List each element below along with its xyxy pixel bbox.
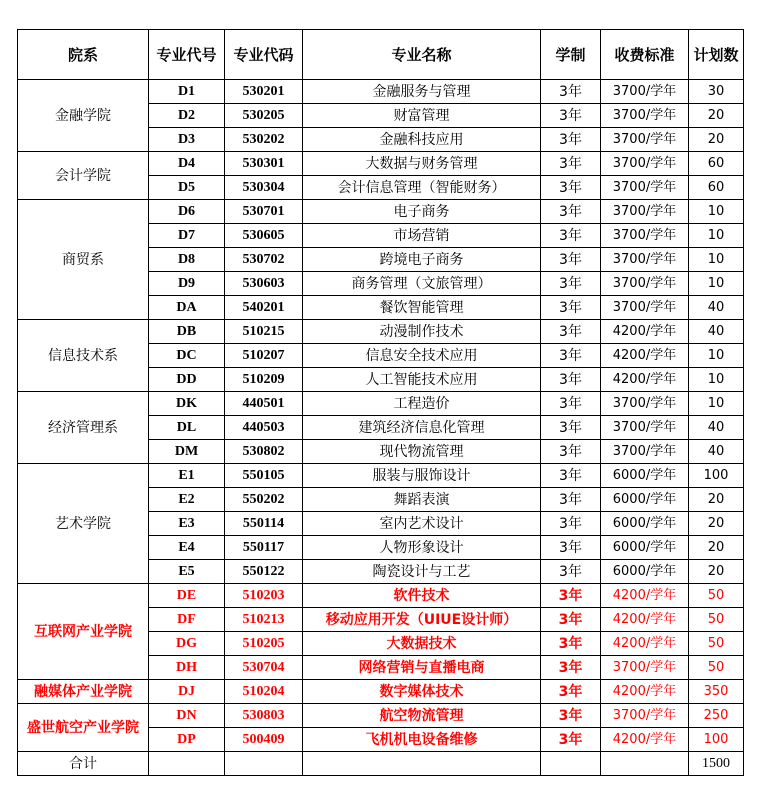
major-code-cell: 530603 (225, 272, 303, 296)
major-code-cell: 530702 (225, 248, 303, 272)
fee-cell: 3700/学年 (601, 224, 689, 248)
fee-cell: 6000/学年 (601, 488, 689, 512)
major-code-cell: 440503 (225, 416, 303, 440)
duration-cell: 3年 (541, 632, 601, 656)
major-name-cell: 飞机机电设备维修 (303, 728, 541, 752)
major-name-cell: 电子商务 (303, 200, 541, 224)
fee-cell: 6000/学年 (601, 512, 689, 536)
plan-cell: 10 (689, 224, 744, 248)
fee-cell: 6000/学年 (601, 464, 689, 488)
plan-cell: 40 (689, 416, 744, 440)
empty-cell (303, 752, 541, 776)
major-code-cell: 510204 (225, 680, 303, 704)
major-name-cell: 网络营销与直播电商 (303, 656, 541, 680)
header-row (18, 30, 744, 80)
enrollment-plan-table (17, 29, 744, 776)
major-code-cell: 530704 (225, 656, 303, 680)
major-code-cell: 530701 (225, 200, 303, 224)
duration-cell: 3年 (541, 344, 601, 368)
fee-cell: 3700/学年 (601, 416, 689, 440)
department-cell: 会计学院 (18, 152, 149, 200)
fee-cell: 3700/学年 (601, 152, 689, 176)
duration-cell: 3年 (541, 464, 601, 488)
fee-cell: 4200/学年 (601, 320, 689, 344)
plan-cell: 100 (689, 464, 744, 488)
fee-cell: 3700/学年 (601, 392, 689, 416)
fee-cell: 6000/学年 (601, 560, 689, 584)
major-code-cell: 530301 (225, 152, 303, 176)
major-id-cell: DJ (149, 680, 225, 704)
duration-cell: 3年 (541, 80, 601, 104)
duration-cell: 3年 (541, 176, 601, 200)
major-id-cell: DN (149, 704, 225, 728)
plan-cell: 50 (689, 656, 744, 680)
major-name-cell: 陶瓷设计与工艺 (303, 560, 541, 584)
duration-cell: 3年 (541, 296, 601, 320)
plan-cell: 350 (689, 680, 744, 704)
empty-cell (541, 752, 601, 776)
duration-cell: 3年 (541, 488, 601, 512)
plan-cell: 10 (689, 272, 744, 296)
major-code-cell: 540201 (225, 296, 303, 320)
major-id-cell: DB (149, 320, 225, 344)
department-cell: 信息技术系 (18, 320, 149, 392)
major-name-cell: 室内艺术设计 (303, 512, 541, 536)
empty-cell (225, 752, 303, 776)
major-id-cell: DM (149, 440, 225, 464)
fee-cell: 3700/学年 (601, 176, 689, 200)
major-id-cell: D6 (149, 200, 225, 224)
major-id-cell: D9 (149, 272, 225, 296)
table-row (18, 584, 744, 608)
duration-cell: 3年 (541, 248, 601, 272)
major-id-cell: D3 (149, 128, 225, 152)
duration-cell: 3年 (541, 320, 601, 344)
duration-cell: 3年 (541, 200, 601, 224)
major-name-cell: 动漫制作技术 (303, 320, 541, 344)
plan-cell: 20 (689, 512, 744, 536)
major-name-cell: 建筑经济信息化管理 (303, 416, 541, 440)
major-id-cell: DD (149, 368, 225, 392)
major-name-cell: 大数据与财务管理 (303, 152, 541, 176)
major-id-cell: D5 (149, 176, 225, 200)
duration-cell: 3年 (541, 560, 601, 584)
table-row (18, 464, 744, 488)
department-cell: 互联网产业学院 (18, 584, 149, 680)
major-id-cell: D4 (149, 152, 225, 176)
duration-cell: 3年 (541, 728, 601, 752)
duration-cell: 3年 (541, 608, 601, 632)
major-name-cell: 软件技术 (303, 584, 541, 608)
major-code-cell: 510203 (225, 584, 303, 608)
fee-cell: 3700/学年 (601, 248, 689, 272)
major-name-cell: 数字媒体技术 (303, 680, 541, 704)
duration-cell: 3年 (541, 128, 601, 152)
fee-cell: 6000/学年 (601, 536, 689, 560)
major-code-cell: 530201 (225, 80, 303, 104)
department-cell: 盛世航空产业学院 (18, 704, 149, 752)
major-id-cell: E4 (149, 536, 225, 560)
major-code-cell: 510209 (225, 368, 303, 392)
plan-cell: 10 (689, 368, 744, 392)
major-id-cell: DK (149, 392, 225, 416)
empty-cell (601, 752, 689, 776)
fee-cell: 4200/学年 (601, 632, 689, 656)
major-code-cell: 530803 (225, 704, 303, 728)
plan-cell: 20 (689, 104, 744, 128)
duration-cell: 3年 (541, 440, 601, 464)
major-id-cell: DL (149, 416, 225, 440)
plan-cell: 50 (689, 584, 744, 608)
duration-cell: 3年 (541, 272, 601, 296)
department-cell: 融媒体产业学院 (18, 680, 149, 704)
table-row (18, 200, 744, 224)
plan-cell: 50 (689, 632, 744, 656)
table-row (18, 392, 744, 416)
major-name-cell: 市场营销 (303, 224, 541, 248)
major-name-cell: 金融科技应用 (303, 128, 541, 152)
major-code-cell: 550117 (225, 536, 303, 560)
major-code-cell: 530605 (225, 224, 303, 248)
fee-cell: 3700/学年 (601, 272, 689, 296)
empty-cell (149, 752, 225, 776)
duration-cell: 3年 (541, 416, 601, 440)
duration-cell: 3年 (541, 392, 601, 416)
plan-cell: 20 (689, 536, 744, 560)
major-name-cell: 大数据技术 (303, 632, 541, 656)
major-id-cell: D8 (149, 248, 225, 272)
major-name-cell: 信息安全技术应用 (303, 344, 541, 368)
major-name-cell: 商务管理（文旅管理） (303, 272, 541, 296)
major-name-cell: 人物形象设计 (303, 536, 541, 560)
major-id-cell: DP (149, 728, 225, 752)
major-code-cell: 440501 (225, 392, 303, 416)
duration-cell: 3年 (541, 368, 601, 392)
total-label: 合计 (18, 752, 149, 776)
header-duration: 学制 (541, 30, 601, 80)
header-fee: 收费标准 (601, 30, 689, 80)
fee-cell: 3700/学年 (601, 104, 689, 128)
total-value: 1500 (689, 752, 744, 776)
plan-cell: 10 (689, 392, 744, 416)
major-id-cell: D1 (149, 80, 225, 104)
plan-cell: 250 (689, 704, 744, 728)
fee-cell: 4200/学年 (601, 368, 689, 392)
major-id-cell: DA (149, 296, 225, 320)
major-name-cell: 金融服务与管理 (303, 80, 541, 104)
fee-cell: 3700/学年 (601, 296, 689, 320)
major-code-cell: 550114 (225, 512, 303, 536)
major-code-cell: 500409 (225, 728, 303, 752)
duration-cell: 3年 (541, 584, 601, 608)
major-id-cell: E2 (149, 488, 225, 512)
fee-cell: 4200/学年 (601, 608, 689, 632)
plan-cell: 10 (689, 248, 744, 272)
fee-cell: 3700/学年 (601, 704, 689, 728)
plan-cell: 10 (689, 344, 744, 368)
duration-cell: 3年 (541, 224, 601, 248)
plan-cell: 40 (689, 440, 744, 464)
major-name-cell: 现代物流管理 (303, 440, 541, 464)
table-body (18, 80, 744, 752)
table-row (18, 704, 744, 728)
major-code-cell: 510215 (225, 320, 303, 344)
duration-cell: 3年 (541, 536, 601, 560)
major-code-cell: 530202 (225, 128, 303, 152)
department-cell: 艺术学院 (18, 464, 149, 584)
fee-cell: 3700/学年 (601, 440, 689, 464)
plan-cell: 20 (689, 128, 744, 152)
fee-cell: 4200/学年 (601, 344, 689, 368)
major-id-cell: D7 (149, 224, 225, 248)
duration-cell: 3年 (541, 152, 601, 176)
duration-cell: 3年 (541, 104, 601, 128)
duration-cell: 3年 (541, 704, 601, 728)
major-id-cell: E3 (149, 512, 225, 536)
department-cell: 商贸系 (18, 200, 149, 320)
fee-cell: 3700/学年 (601, 656, 689, 680)
department-cell: 金融学院 (18, 80, 149, 152)
major-code-cell: 510207 (225, 344, 303, 368)
fee-cell: 3700/学年 (601, 80, 689, 104)
major-name-cell: 服装与服饰设计 (303, 464, 541, 488)
major-id-cell: DH (149, 656, 225, 680)
table-row (18, 80, 744, 104)
plan-cell: 10 (689, 200, 744, 224)
major-id-cell: D2 (149, 104, 225, 128)
major-code-cell: 510205 (225, 632, 303, 656)
duration-cell: 3年 (541, 656, 601, 680)
fee-cell: 3700/学年 (601, 128, 689, 152)
plan-cell: 20 (689, 560, 744, 584)
major-code-cell: 530304 (225, 176, 303, 200)
table-row (18, 152, 744, 176)
major-id-cell: E1 (149, 464, 225, 488)
major-code-cell: 530802 (225, 440, 303, 464)
major-name-cell: 移动应用开发（UIUE设计师） (303, 608, 541, 632)
major-id-cell: DG (149, 632, 225, 656)
major-code-cell: 530205 (225, 104, 303, 128)
major-code-cell: 550105 (225, 464, 303, 488)
major-name-cell: 跨境电子商务 (303, 248, 541, 272)
plan-cell: 30 (689, 80, 744, 104)
plan-cell: 60 (689, 152, 744, 176)
plan-cell: 100 (689, 728, 744, 752)
major-name-cell: 财富管理 (303, 104, 541, 128)
fee-cell: 4200/学年 (601, 728, 689, 752)
plan-cell: 20 (689, 488, 744, 512)
major-name-cell: 舞蹈表演 (303, 488, 541, 512)
plan-cell: 40 (689, 296, 744, 320)
major-id-cell: DC (149, 344, 225, 368)
fee-cell: 4200/学年 (601, 680, 689, 704)
table-row (18, 320, 744, 344)
department-cell: 经济管理系 (18, 392, 149, 464)
major-code-cell: 510213 (225, 608, 303, 632)
major-id-cell: DE (149, 584, 225, 608)
major-name-cell: 会计信息管理（智能财务） (303, 176, 541, 200)
header-plan: 计划数 (689, 30, 744, 80)
major-code-cell: 550202 (225, 488, 303, 512)
header-major-code: 专业代码 (225, 30, 303, 80)
header-major-name: 专业名称 (303, 30, 541, 80)
duration-cell: 3年 (541, 512, 601, 536)
major-name-cell: 工程造价 (303, 392, 541, 416)
total-row (18, 752, 744, 776)
plan-cell: 60 (689, 176, 744, 200)
plan-cell: 40 (689, 320, 744, 344)
major-name-cell: 餐饮智能管理 (303, 296, 541, 320)
header-department: 院系 (18, 30, 149, 80)
major-id-cell: DF (149, 608, 225, 632)
duration-cell: 3年 (541, 680, 601, 704)
header-major-id: 专业代号 (149, 30, 225, 80)
major-id-cell: E5 (149, 560, 225, 584)
fee-cell: 3700/学年 (601, 200, 689, 224)
major-name-cell: 人工智能技术应用 (303, 368, 541, 392)
table-row (18, 680, 744, 704)
fee-cell: 4200/学年 (601, 584, 689, 608)
major-name-cell: 航空物流管理 (303, 704, 541, 728)
plan-cell: 50 (689, 608, 744, 632)
major-code-cell: 550122 (225, 560, 303, 584)
